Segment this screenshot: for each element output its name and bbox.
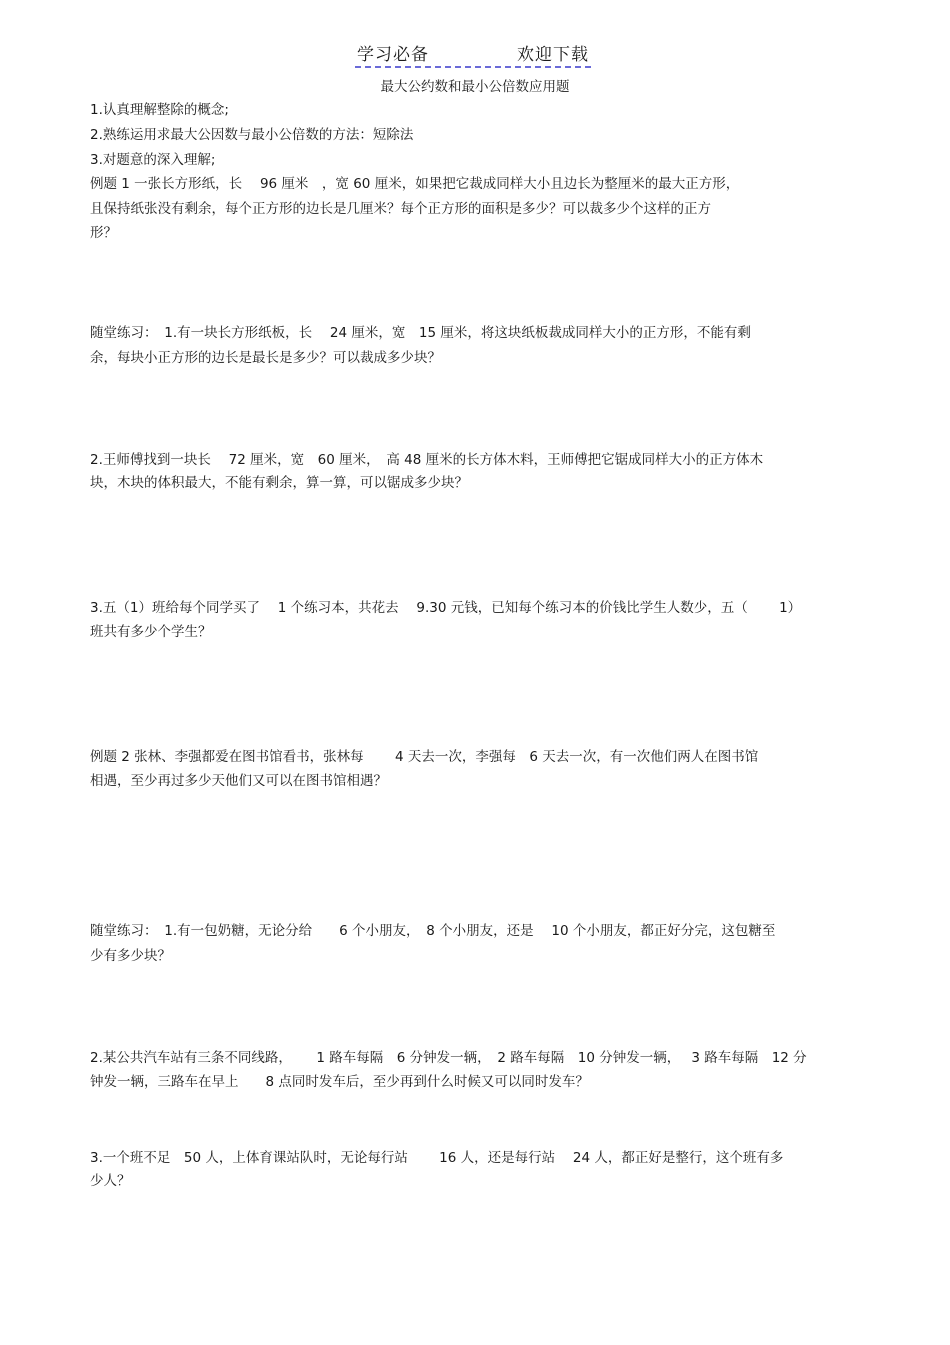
header-right-text: 欢迎下载 (517, 45, 589, 65)
practice1-q2-line-2: 块，木块的体积最大，不能有剩余，算一算，可以锯成多少块？ (90, 475, 468, 491)
practice1-q3-line-1: 3.五（1）班给每个同学买了 1 个练习本，共花去 9.30 元钱，已知每个练习本的价钱比学生人数少，五（ 1） (90, 600, 802, 616)
practice2-q2-line-2: 钟发一辆，三路车在早上 8 点同时发车后，至少再到什么时候又可以同时发车？ (90, 1074, 589, 1090)
goal-1: 1.认真理解整除的概念; (90, 102, 229, 118)
document-title: 最大公约数和最小公倍数应用题 (380, 79, 570, 95)
example1-line-3: 形？ (90, 225, 117, 241)
practice2-q3-line-1: 3.一个班不足 50 人，上体育课站队时，无论每行站 16 人，还是每行站 24 人，都正好是整行，这个班有多 (90, 1150, 784, 1166)
page-header (355, 40, 591, 68)
practice1-q1-line-1: 随堂练习： 1.有一块长方形纸板，长 24 厘米，宽 15 厘米，将这块纸板裁成同样大小的正方形，不能有剩 (90, 325, 751, 341)
example2-line-2: 相遇，至少再过多少天他们又可以在图书馆相遇？ (90, 773, 387, 789)
goal-2: 2.熟练运用求最大公因数与最小公倍数的方法：短除法 (90, 127, 414, 143)
practice1-q2-line-1: 2.王师傅找到一块长 72 厘米，宽 60 厘米， 高 48 厘米的长方体木料，王师傅把它锯成同样大小的正方体木 (90, 452, 764, 468)
practice1-q3-line-2: 班共有多少个学生？ (90, 624, 212, 640)
example1-line-1: 例题 1 一张长方形纸，长 96 厘米 ，宽 60 厘米，如果把它裁成同样大小且边长为整厘米的最大正方形， (90, 176, 740, 192)
goal-3: 3.对题意的深入理解; (90, 152, 216, 168)
header-left-text: 学习必备 (357, 45, 429, 65)
practice2-q3-line-2: 少人？ (90, 1173, 131, 1189)
practice1-q1-line-2: 余，每块小正方形的边长是最长是多少？可以裁成多少块？ (90, 350, 441, 366)
example1-line-2: 且保持纸张没有剩余，每个正方形的边长是几厘米？每个正方形的面积是多少？可以裁多少个这样的正方 (90, 201, 711, 217)
practice2-q1-line-1: 随堂练习： 1.有一包奶糖，无论分给 6 个小朋友， 8 个小朋友，还是 10 个小朋友，都正好分完，这包糖至 (90, 923, 776, 939)
practice2-q1-line-2: 少有多少块？ (90, 948, 171, 964)
example2-line-1: 例题 2 张林、李强都爱在图书馆看书，张林每 4 天去一次，李强每 6 天去一次，有一次他们两人在图书馆 (90, 749, 759, 765)
practice2-q2-line-1: 2.某公共汽车站有三条不同线路， 1 路车每隔 6 分钟发一辆， 2 路车每隔 10 分钟发一辆， 3 路车每隔 12 分 (90, 1050, 807, 1066)
